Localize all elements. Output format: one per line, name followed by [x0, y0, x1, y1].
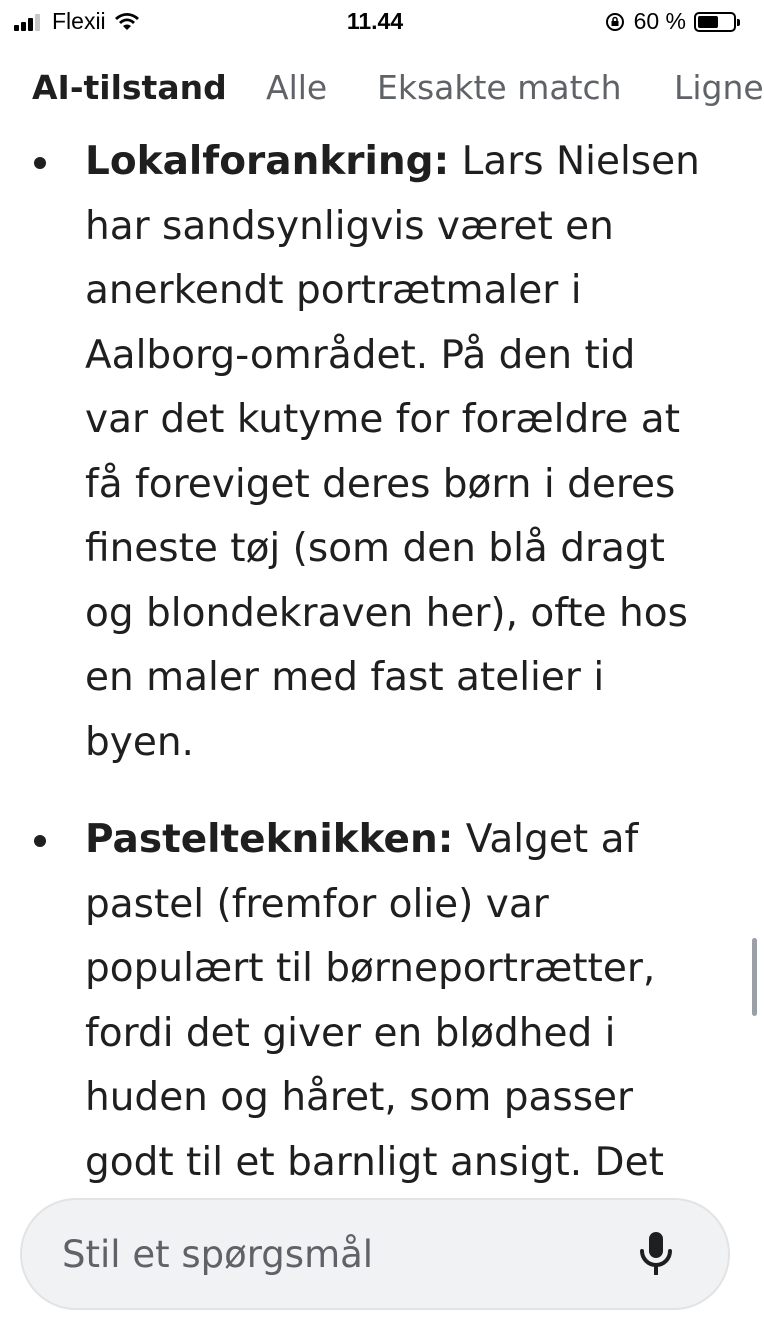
- tab-exact-match[interactable]: Eksakte match: [377, 68, 622, 107]
- tab-ai-mode[interactable]: AI-tilstand: [32, 68, 227, 107]
- status-bar: [0, 0, 750, 44]
- scrollbar[interactable]: [752, 938, 757, 1016]
- mic-icon: [639, 1231, 673, 1277]
- status-time: 11.44: [346, 8, 404, 34]
- battery-level: [698, 16, 718, 28]
- list-item: [0, 130, 750, 775]
- carrier-name: Flexii: [52, 8, 106, 34]
- bullet-text: Valget af pastel (fremfor olie) var populært til børneportrætter, fordi det giver en blødhed i huden og håret, som passer godt til et barnligt ansigt. Det: [85, 817, 664, 1185]
- ai-answer-content: [0, 130, 750, 1190]
- answer-bullet-list: [0, 130, 750, 1195]
- ask-input-placeholder[interactable]: Stil et spørgsmål: [62, 1232, 374, 1276]
- list-item: [0, 808, 750, 1195]
- bullet-heading: Pastelteknikken:: [85, 817, 454, 862]
- bullet-heading: Lokalforankring:: [85, 139, 450, 184]
- status-right: [604, 8, 736, 35]
- tab-all[interactable]: Alle: [266, 68, 328, 107]
- bullet-icon: [34, 835, 46, 847]
- search-mode-tabs: [0, 58, 764, 122]
- battery-icon: [694, 12, 736, 32]
- battery-percent: 60 %: [633, 8, 686, 34]
- mic-button[interactable]: [626, 1224, 686, 1284]
- tab-similar[interactable]: Ligne: [674, 68, 764, 107]
- bullet-icon: [34, 157, 46, 169]
- bullet-text: Lars Nielsen har sandsynligvis været en anerkendt portrætmaler i Aalborg-området. På den tid var det kutyme for forældre at få foreviget deres børn i deres fineste tøj (som den blå dragt og blondekraven her), ofte hos en maler med fast atelier i byen.: [85, 139, 700, 765]
- ask-input-bar[interactable]: [20, 1198, 730, 1310]
- orientation-lock-icon: [604, 11, 626, 33]
